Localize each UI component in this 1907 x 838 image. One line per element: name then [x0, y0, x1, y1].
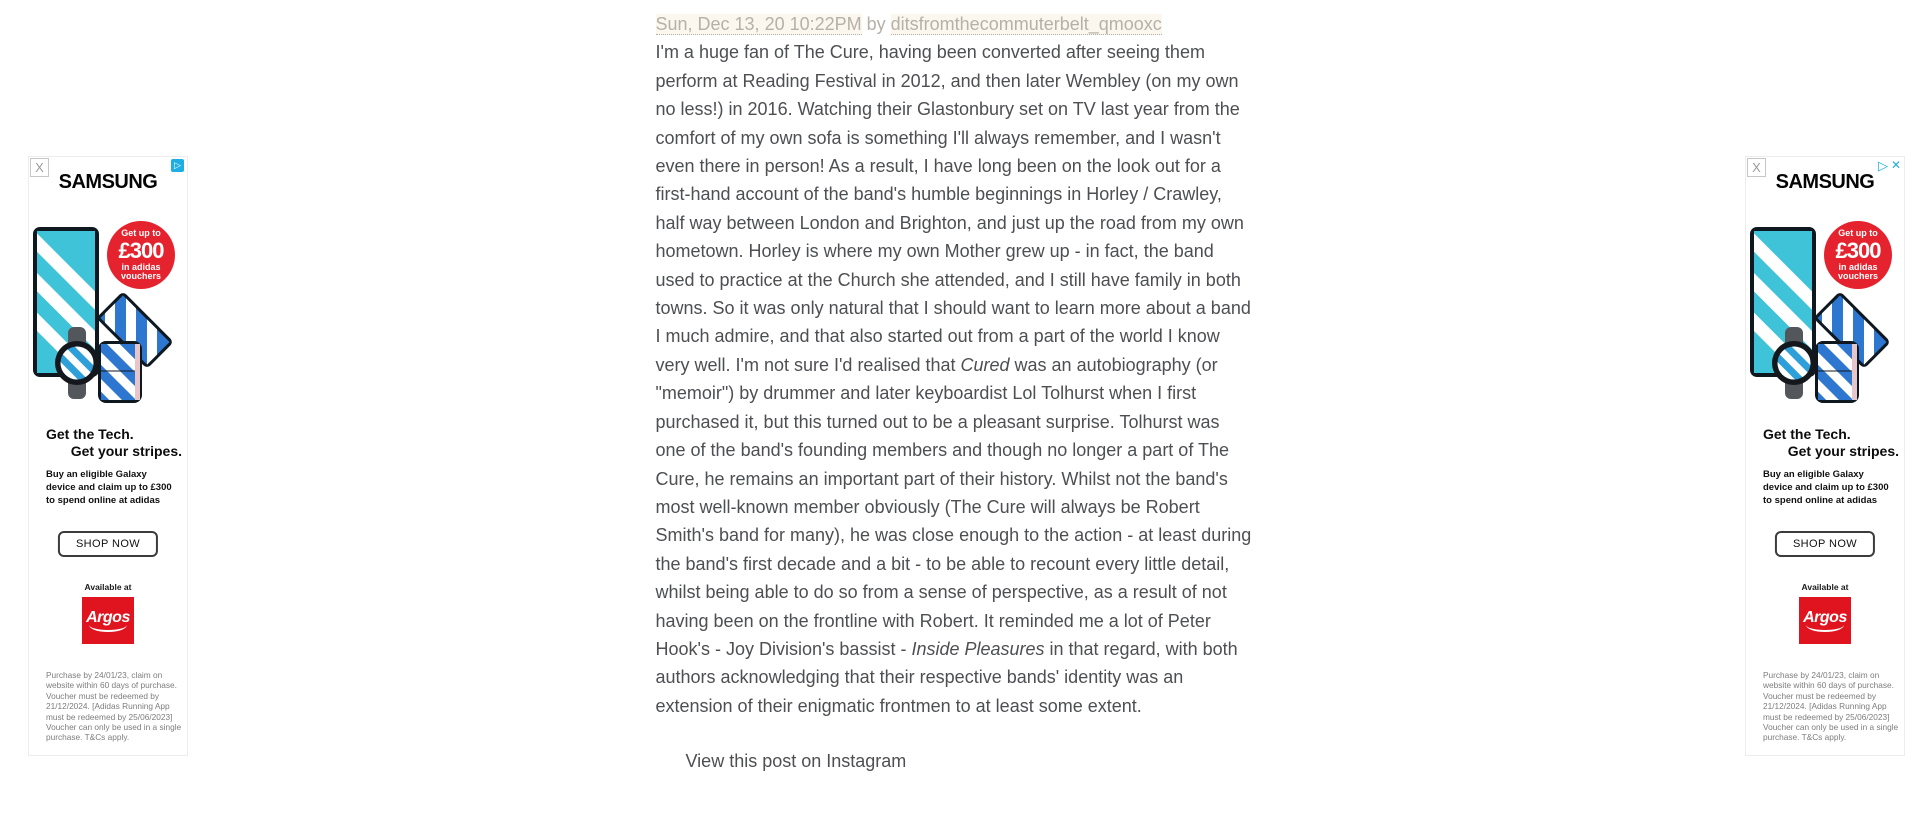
instagram-link[interactable]: View this post on Instagram [685, 751, 907, 772]
argos-swoosh [1806, 625, 1844, 632]
post-meta-separator: by [861, 14, 891, 34]
voucher-badge [1824, 221, 1892, 289]
adchoices-icon[interactable]: ▷ [171, 159, 184, 172]
body-text: in that regard, with both authors acknowledging that their respective bands' identity was an extension of their enigmatic frontmen to at least some extent. [655, 638, 1238, 716]
text-line: 21/12/2024. [Adidas Running App [1763, 701, 1887, 712]
text-line: Buy an eligible Galaxy [46, 469, 147, 480]
body-text: I'm a huge fan of The Cure, having been converted after seeing them perform at Reading Festival in 2012, and then later Wembley (on my own no less!) in 2016. Watching their Glastonbury set on TV last year from the comfort of my own sofa is something I'll always remember, and I wasn't even there in person! As a result, I have long been on the look out for a first-hand account of the band's humble beginnings in Horley / Crawley, half way between London and Brighton, and just up the road from my own hometown. Horley is where my own Mother grew up - in fact, the band used to practice at the Church she attended, and I still have family in both towns. So it was only natural that I should want to learn more about a band I much admire, and that also started out from a part of the world I know very well. I'm not sure I'd realised that [655, 42, 1251, 375]
adchoices-icon[interactable]: ▷ [1877, 158, 1888, 173]
instagram-embed [656, 747, 1252, 775]
argos-wordmark: Argos [86, 609, 130, 626]
adchoices-control[interactable] [171, 159, 184, 172]
samsung-logo: SAMSUNG [58, 171, 158, 193]
text-line: Purchase by 24/01/23, claim on [46, 670, 163, 680]
text-line: website within 60 days of purchase. [46, 680, 177, 691]
text-line: Purchase by 24/01/23, claim on [1763, 670, 1880, 680]
badge-amount: £300 [118, 238, 164, 263]
book-title: Cured [960, 354, 1010, 375]
text-line: to spend online at adidas [1763, 495, 1878, 506]
argos-logo [82, 597, 134, 644]
text-line: Voucher must be redeemed by [46, 690, 159, 701]
ad-headline-line1: Get the Tech. [46, 426, 134, 442]
text-line: purchase. T&Cs apply. [46, 732, 130, 743]
samsung-logo: SAMSUNG [1775, 171, 1875, 193]
post-meta [656, 10, 1252, 38]
samsung-ad-left[interactable] [28, 156, 188, 756]
badge-amount: £300 [1835, 238, 1881, 263]
adchoices-control[interactable] [1878, 159, 1901, 172]
ad-body-text [46, 468, 183, 507]
samsung-ad-right[interactable] [1745, 156, 1905, 756]
available-at-label: Available at [84, 582, 132, 592]
badge-line1: Get up to [121, 228, 161, 238]
badge-line2: in adidas [1838, 262, 1878, 272]
shop-now-button[interactable]: SHOP NOW [58, 531, 158, 557]
available-at-label: Available at [1801, 582, 1849, 592]
ad-headline-line2: Get your stripes. [70, 443, 182, 459]
voucher-badge [107, 221, 175, 289]
text-line: must be redeemed by 25/06/2023] [1763, 711, 1890, 722]
ad-terms-text [46, 670, 182, 743]
ad-headline-line1: Get the Tech. [1763, 426, 1851, 442]
text-line: Voucher can only be used in a single [46, 722, 182, 733]
text-line: 21/12/2024. [Adidas Running App [46, 701, 170, 712]
text-line: Voucher must be redeemed by [1763, 690, 1876, 701]
ad-headline-line2: Get your stripes. [1787, 443, 1899, 459]
ad-headline [29, 426, 187, 460]
text-line: purchase. T&Cs apply. [1763, 732, 1847, 743]
badge-line3: vouchers [120, 271, 162, 281]
text-line: website within 60 days of purchase. [1763, 680, 1894, 691]
badge-line1: Get up to [1838, 228, 1878, 238]
ad-close-button[interactable]: X [30, 158, 49, 177]
adchoices-close-icon[interactable]: ✕ [1890, 158, 1901, 172]
ad-headline [1746, 426, 1904, 460]
argos-wordmark: Argos [1803, 609, 1847, 626]
text-line: must be redeemed by 25/06/2023] [46, 711, 173, 722]
text-line: Buy an eligible Galaxy [1763, 469, 1864, 480]
ad-close-button[interactable]: X [1747, 158, 1766, 177]
badge-line3: vouchers [1837, 271, 1879, 281]
text-line: device and claim up to £300 [46, 482, 172, 493]
body-text: was an autobiography (or "memoir") by drummer and later keyboardist Lol Tolhurst when I first purchased it, but this turned out to be a pleasant surprise. Tolhurst was one of the band's founding members and though no longer a part of The Cure, he remains an important part of their history. Whilst not the band's most well-known member obviously (The Cure will always be Robert Smith's band for many), he was close enough to the action - at least during the band's first decade and a bit - to be able to recount every little detail, whilst being able to do so from a sense of perspective, as a result of not having been on the frontline with Robert. It reminded me a lot of Peter Hook's - Joy Division's bassist - [655, 354, 1252, 659]
text-line: device and claim up to £300 [1763, 482, 1889, 493]
post-date-link[interactable]: Sun, Dec 13, 20 10:22PM [655, 14, 862, 34]
book-title: Inside Pleasures [911, 638, 1045, 659]
argos-swoosh [89, 625, 127, 632]
post-content [656, 0, 1252, 776]
post-author-link[interactable]: ditsfromthecommuterbelt_qmooxc [890, 14, 1162, 34]
post-body [656, 38, 1252, 720]
text-line: to spend online at adidas [46, 495, 161, 506]
argos-logo [1799, 597, 1851, 644]
shop-now-button[interactable]: SHOP NOW [1775, 531, 1875, 557]
ad-terms-text [1763, 670, 1899, 743]
ad-body-text [1763, 468, 1900, 507]
text-line: Voucher can only be used in a single [1763, 722, 1899, 733]
badge-line2: in adidas [121, 262, 161, 272]
